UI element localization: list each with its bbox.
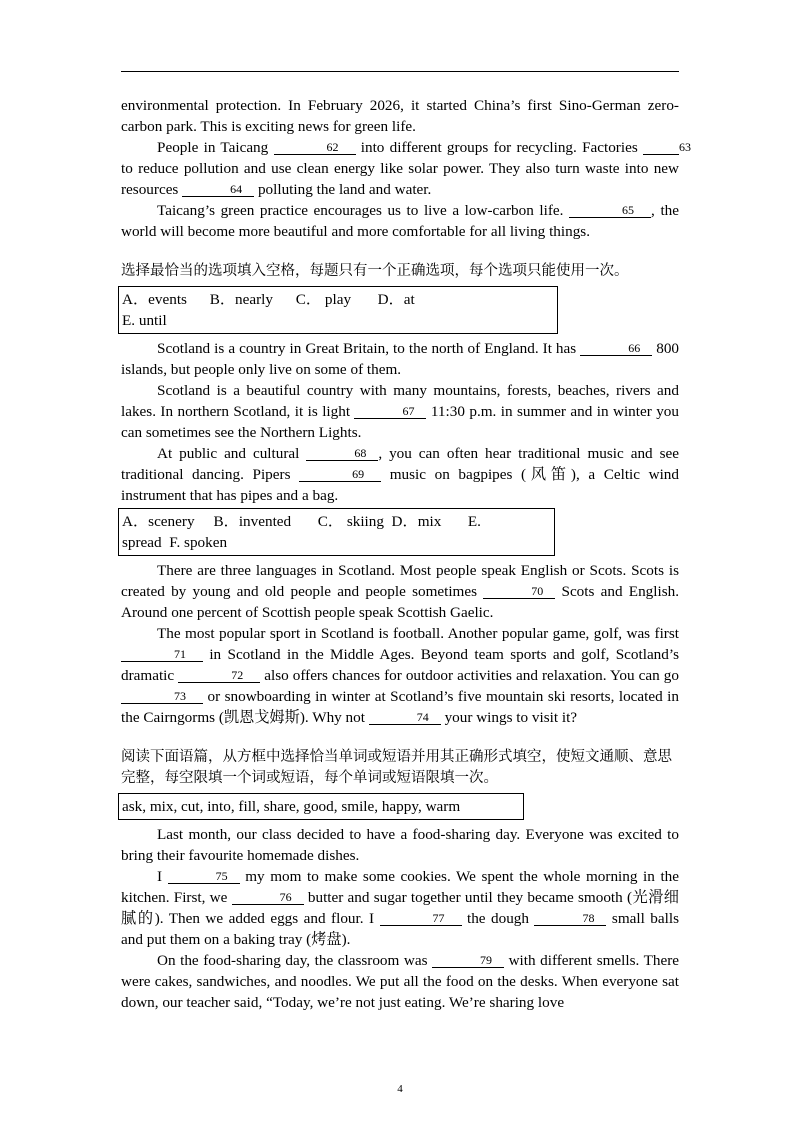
blank-70[interactable]: 70 (483, 585, 555, 599)
section2-paragraph-2: Scotland is a beautiful country with many mountains, forests, beaches, rivers and lakes. In northern Scotland, it is light 67 11:30 p.m. in summer and in winter you can sometimes see the Northern Lights. (121, 382, 679, 441)
header-rule (121, 71, 679, 72)
blank-73[interactable]: 73 (121, 690, 203, 704)
section2-paragraph-3: At public and cultural 68 , you can often hear traditional music and see traditional dancing. Pipers 69 music on bagpipes (风笛), a Celtic wind instrument that has pipes and a bag. (121, 445, 679, 504)
blank-62[interactable]: 62 (274, 141, 356, 155)
section2-instruction: 选择最恰当的选项填入空格，每题只有一个正确选项，每个选项只能使用一次。 (121, 263, 629, 279)
section3-options-box (118, 508, 555, 556)
section4-paragraph-1: Last month, our class decided to have a food-sharing day. Everyone was excited to bring their favourite homemade dishes. (121, 826, 679, 864)
section4-word-box (118, 793, 524, 820)
blank-68[interactable]: 68 (306, 447, 378, 461)
blank-74[interactable]: 74 (369, 711, 441, 725)
passage1-paragraph-3: Taicang’s green practice encourages us to live a low-carbon life. 65 , the world will become more beautiful and more comfortable for all living things. (121, 202, 679, 240)
section4-paragraph-2: I 75 my mom to make some cookies. We spent the whole morning in the kitchen. First, we 76 butter and sugar together until they became smooth (光滑细腻的). Then we added eggs and flour. I 77 the dough 78 small balls and put them on a baking tray (烤盘). (121, 868, 679, 948)
section4-paragraph-3: On the food-sharing day, the classroom was 79 with different smells. There were cakes, sandwiches, and noodles. We put all the food on the desks. When everyone sat down, our teacher said, “Today, we’re not just eating. We’re sharing love (121, 952, 679, 1011)
blank-63[interactable]: 63 (643, 141, 679, 155)
blank-78[interactable]: 78 (534, 912, 606, 926)
options-line-1: A．events B．nearly C． play D．at (122, 291, 415, 308)
section4-instruction: 阅读下面语篇，从方框中选择恰当单词或短语并用其正确形式填空，使短文通顺、意思完整，每空限填一个词或短语，每个单词或短语限填一次。 (121, 749, 672, 786)
options-line-2: E. until (122, 312, 167, 329)
blank-79[interactable]: 79 (432, 954, 504, 968)
passage1-paragraph-1: environmental protection. In February 2026, it started China’s first Sino-German zero-carbon park. This is exciting news for green life. (121, 97, 679, 135)
section2-options-box (118, 286, 558, 334)
section3-paragraph-2: The most popular sport in Scotland is football. Another popular game, golf, was first 71 in Scotland in the Middle Ages. Beyond team sports and golf, Scotland’s dramatic 72 also offers chances for outdoor activities and relaxation. You can go 73 or snowboarding in winter at Scotland’s five mountain ski resorts, located in the Cairngorms (凯恩戈姆斯). Why not 74 your wings to visit it? (121, 625, 679, 726)
options-line-2: spread F. spoken (122, 534, 228, 551)
options-line-1: A．scenery B．invented C． skiing D．mix E. (122, 513, 481, 530)
blank-77[interactable]: 77 (380, 912, 462, 926)
blank-71[interactable]: 71 (121, 648, 203, 662)
blank-75[interactable]: 75 (168, 870, 240, 884)
blank-67[interactable]: 67 (354, 405, 426, 419)
blank-69[interactable]: 69 (299, 468, 381, 482)
blank-66[interactable]: 66 (580, 342, 652, 356)
blank-65[interactable]: 65 (569, 204, 651, 218)
section3-paragraph-1: There are three languages in Scotland. Most people speak English or Scots. Scots is created by young and old people and people sometimes 70 Scots and English. Around one percent of Scottish people speak Scottish Gaelic. (121, 562, 680, 621)
blank-76[interactable]: 76 (232, 891, 304, 905)
section2-paragraph-1: Scotland is a country in Great Britain, to the north of England. It has 66 800 islands, but people only live on some of them. (121, 340, 680, 378)
blank-72[interactable]: 72 (178, 669, 260, 683)
passage1-paragraph-2: People in Taicang 62 into different groups for recycling. Factories 63 to reduce pollution and use clean energy like solar power. They also turn waste into new resources 64 polluting the land and water. (121, 139, 691, 198)
page-number: 4 (397, 1083, 403, 1095)
word-box-text: ask, mix, cut, into, fill, share, good, smile, happy, warm (122, 798, 461, 815)
page-content (121, 95, 691, 1013)
blank-64[interactable]: 64 (182, 183, 254, 197)
